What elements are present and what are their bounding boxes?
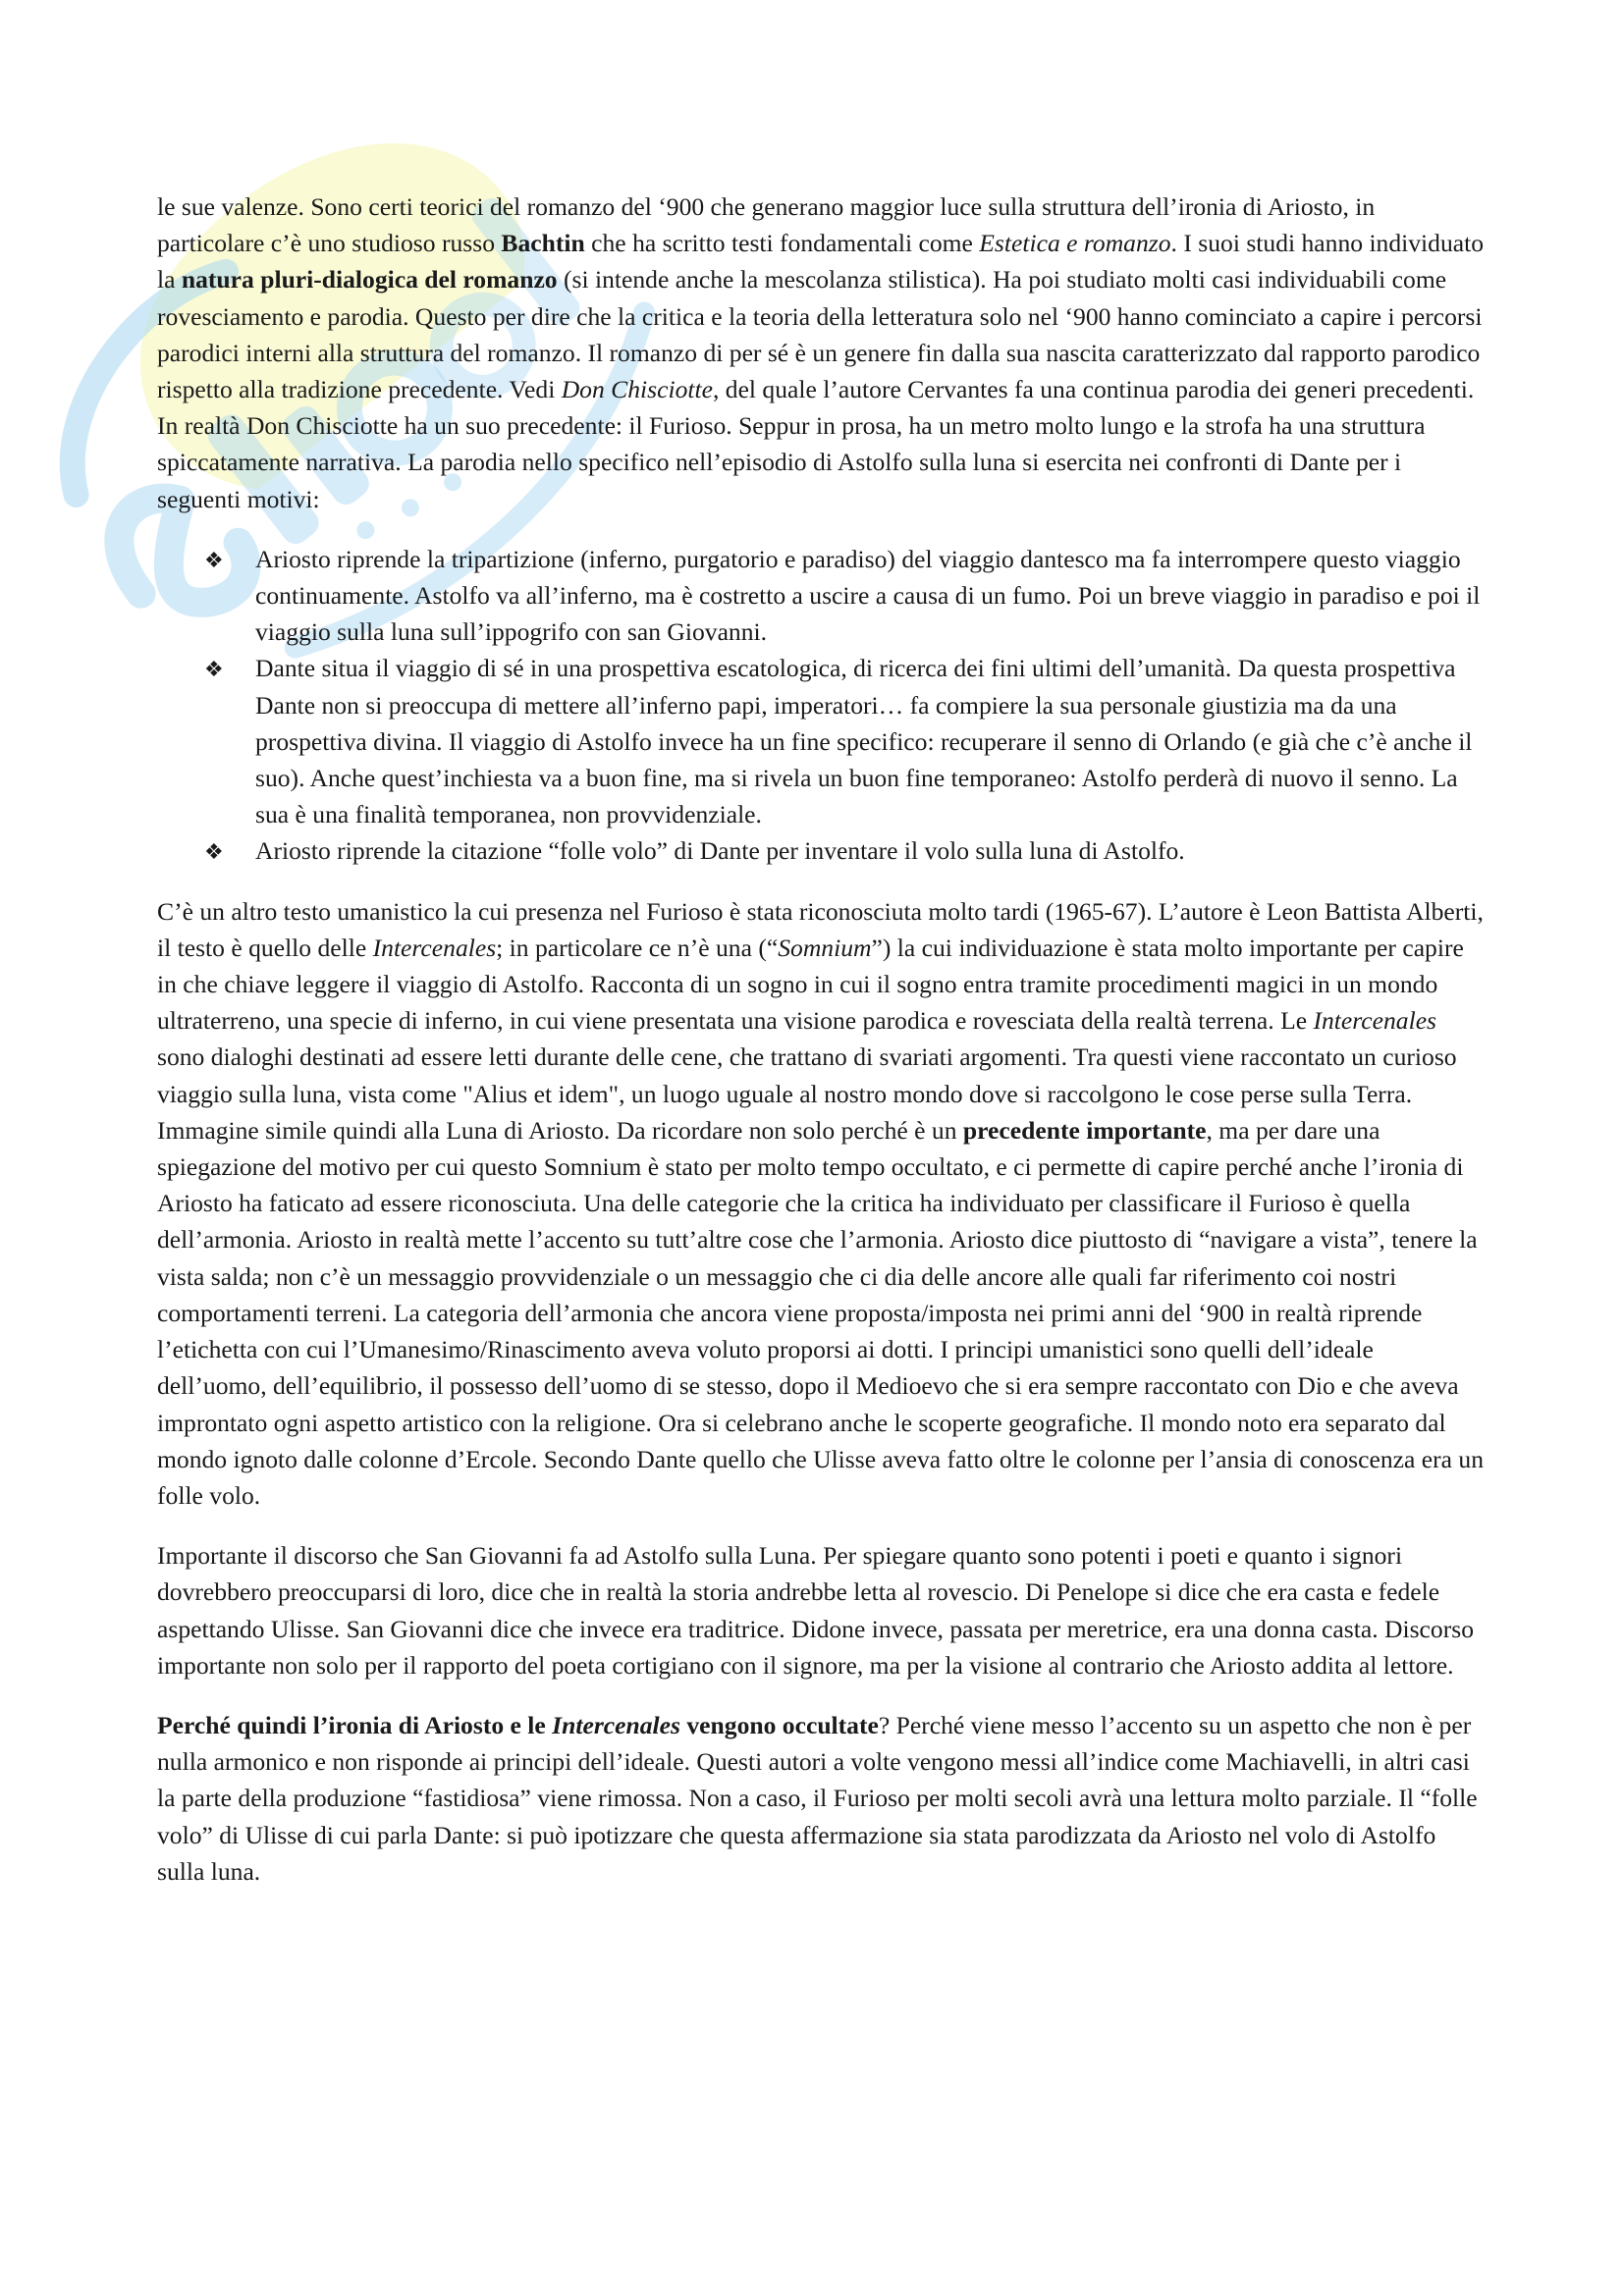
document-body <box>157 188 1485 1913</box>
italic-don-chisciotte: Don Chisciotte <box>561 375 713 404</box>
bullet-list <box>157 541 1485 870</box>
bold-italic-intercenales: Intercenales <box>552 1710 680 1739</box>
text-run: ”) la cui individuazione è stata molto importante per capire in che chiave leggere il viaggio di Astolfo. Racconta di un sogno in cui il sogno entra tramite procedimenti magici in un mondo ultraterreno, una specie di inferno, in cui viene presentata una visione parodica e rovesciata della realtà terrena. Le <box>157 933 1464 1036</box>
bullet-item <box>157 650 1485 832</box>
bullet-item <box>157 832 1485 869</box>
bullet-text: Ariosto riprende la citazione “folle volo” di Dante per inventare il volo sulla luna di Astolfo. <box>255 836 1185 866</box>
text-run: (si intende anche la mescolanza stilistica). Ha poi studiato molti casi individuabili come rovesciamento e parodia. Questo per dire che la critica e la teoria della letteratura solo nel ‘900 hanno cominciato a capire i percorsi parodici interni alla struttura del romanzo. Il romanzo di per sé è un genere fin dalla sua nascita caratterizzato dal rapporto parodico rispetto alla tradizione precedente. Vedi <box>157 265 1483 404</box>
bold-natura-pluri-dialogica: natura pluri-dialogica del romanzo <box>181 265 558 294</box>
paragraph-intercenales <box>157 893 1485 1514</box>
text-run: le sue valenze. Sono certi teorici del romanzo del ‘900 che generano maggior luce sulla struttura dell’ironia di Ariosto, in particolare c’è uno studioso russo <box>157 192 1376 258</box>
italic-somnium: Somnium <box>778 933 872 962</box>
paragraph-bachtin <box>157 188 1485 517</box>
diamond-bullet-icon: ❖ <box>204 658 224 683</box>
text-run: sono dialoghi destinati ad essere letti durante delle cene, che trattano di svariati argomenti. Tra questi viene raccontato un curioso viaggio sulla luna, vista come "Alius et idem", un luogo uguale al nostro mondo dove si raccolgono le cose perse sulla Terra. Immagine simile quindi alla Luna di Ariosto. Da ricordare non solo perché è un <box>157 1042 1457 1145</box>
text-run: . I suoi studi hanno individuato la <box>157 229 1485 294</box>
paragraph-occultate <box>157 1707 1485 1890</box>
bullet-item <box>157 541 1485 651</box>
bold-question <box>157 1711 879 1739</box>
diamond-bullet-icon: ❖ <box>204 548 224 573</box>
text-run: ; in particolare ce n’è una (“ <box>496 933 779 962</box>
italic-estetica-e-romanzo: Estetica e romanzo <box>979 229 1171 258</box>
text-run: , del quale l’autore Cervantes fa una continua parodia dei generi precedenti. In realtà Don Chisciotte ha un suo precedente: il Furioso. Seppur in prosa, ha un metro molto lungo e la strofa ha una struttura spiccatamente narrativa. La parodia nello specifico nell’episodio di Astolfo sulla luna si esercita nei confronti di Dante per i seguenti motivi: <box>157 375 1475 513</box>
italic-intercenales: Intercenales <box>372 933 497 962</box>
italic-intercenales: Intercenales <box>1313 1006 1437 1036</box>
bold-precedente-importante: precedente importante <box>962 1115 1207 1145</box>
text-run: Perché quindi l’ironia di Ariosto e le <box>157 1710 553 1739</box>
bullet-text: Ariosto riprende la tripartizione (inferno, purgatorio e paradiso) del viaggio dantesco ma fa interrompere questo viaggio continuamente. Astolfo va all’inferno, ma è costretto a uscire a causa di un fumo. Poi un breve viaggio in paradiso e poi il viaggio sulla luna sull’ippogrifo con san Giovanni. <box>255 544 1481 647</box>
bullet-text: Dante situa il viaggio di sé in una prospettiva escatologica, di ricerca dei fini ultimi dell’umanità. Da questa prospettiva Dante non si preoccupa di mettere all’inferno papi, imperatori… fa compiere la sua personale giustizia ma da una prospettiva divina. Il viaggio di Astolfo invece ha un fine specifico: recuperare il senno di Orlando (e già che c’è anche il suo). Anche quest’inchiesta va a buon fine, ma si rivela un buon fine temporaneo: Astolfo perderà di nuovo il senno. La sua è una finalità temporanea, non provvidenziale. <box>255 654 1473 829</box>
text-run: , ma per dare una spiegazione del motivo per cui questo Somnium è stato per molto tempo occultato, e ci permette di capire perché anche l’ironia di Ariosto ha faticato ad essere riconosciuta. Una delle categorie che la critica ha individuato per classificare il Furioso è quella dell’armonia. Ariosto in realtà mette l’accento su tutt’altre cose che l’armonia. Ariosto dice piuttosto di “navigare a vista”, tenere la vista salda; non c’è un messaggio provvidenziale o un messaggio che ci dia delle ancore alle quali far riferimento coi nostri comportamenti terreni. La categoria dell’armonia che ancora viene proposta/imposta nei primi anni del ‘900 in realtà riprende l’etichetta con cui l’Umanesimo/Rinascimento aveva voluto proporsi ai dotti. I principi umanistici sono quelli dell’ideale dell’uomo, dell’equilibrio, il possesso dell’uomo di se stesso, dopo il Medioevo che si era sempre raccontato con Dio e che aveva improntato ogni aspetto artistico con la religione. Ora si celebrano anche le scoperte geografiche. Il mondo noto era separato dal mondo ignoto dalle colonne d’Ercole. Secondo Dante quello che Ulisse aveva fatto oltre le colonne per l’ansia di conoscenza era un folle volo. <box>157 1115 1485 1510</box>
diamond-bullet-icon: ❖ <box>204 840 224 866</box>
paragraph-san-giovanni: Importante il discorso che San Giovanni fa ad Astolfo sulla Luna. Per spiegare quanto sono potenti i poeti e quanto i signori dovrebbero preoccuparsi di loro, dice che in realtà la storia andrebbe letta al rovescio. Di Penelope si dice che era casta e fedele aspettando Ulisse. San Giovanni dice che invece era traditrice. Didone invece, passata per meretrice, era una donna casta. Discorso importante non solo per il rapporto del poeta cortigiano con il signore, ma per la visione al contrario che Ariosto addita al lettore. <box>157 1541 1474 1680</box>
text-run: ? Perché viene messo l’accento su un aspetto che non è per nulla armonico e non risponde ai principi dell’ideale. Questi autori a volte vengono messi all’indice come Machiavelli, in altri casi la parte della produzione “fastidiosa” viene rimossa. Non a caso, il Furioso per molti secoli avrà una lettura molto parziale. Il “folle volo” di Ulisse di cui parla Dante: si può ipotizzare che questa affermazione sia stata parodizzata da Ariosto nel volo di Astolfo sulla luna. <box>157 1710 1478 1886</box>
text-run: che ha scritto testi fondamentali come <box>584 229 980 258</box>
text-run: vengono occultate <box>679 1710 879 1739</box>
bold-bachtin: Bachtin <box>501 229 585 258</box>
text-run: C’è un altro testo umanistico la cui presenza nel Furioso è stata riconosciuta molto tardi (1965-67). L’autore è Leon Battista Alberti, il testo è quello delle <box>157 896 1484 962</box>
